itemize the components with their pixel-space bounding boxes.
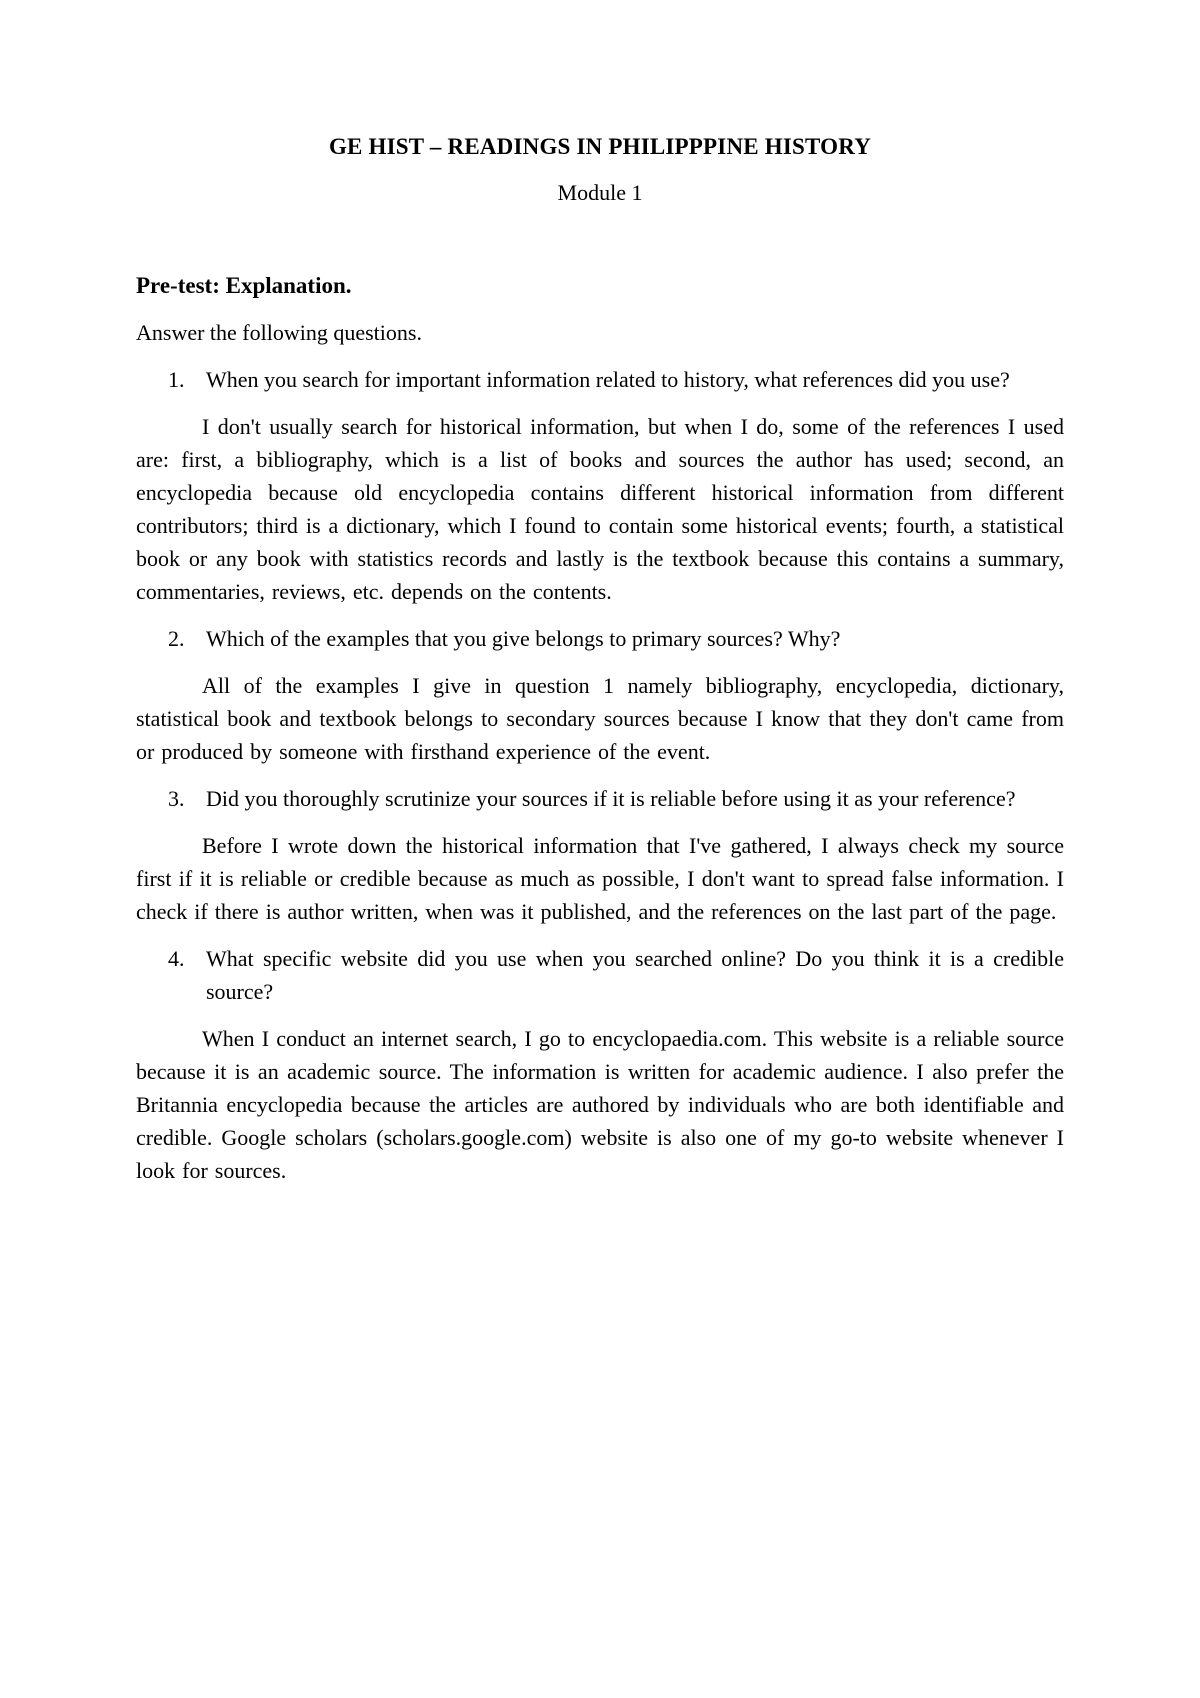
- section-heading: Pre-test: Explanation.: [136, 273, 352, 298]
- qa-item-1: [136, 363, 1064, 608]
- answer-2-paragraph: All of the examples I give in question 1 namely bibliography, encyclopedia, dictionary, statistical book and textbook belongs to secondary sources because I know that they don't came from or produced by someone with firsthand experience of the event.: [136, 673, 1064, 764]
- question-2-number: 2.: [168, 626, 185, 651]
- question-4: [136, 942, 1064, 1008]
- question-4-number: 4.: [168, 946, 185, 971]
- instruction-text: Answer the following questions.: [136, 320, 422, 345]
- answer-4-paragraph: When I conduct an internet search, I go to encyclopaedia.com. This website is a reliable source because it is an academic source. The information is written for academic audience. I also prefer the Britannia encyclopedia because the articles are authored by individuals who are both identifiable and credible. Google scholars (scholars.google.com) website is also one of my go-to website whenever I look for sources.: [136, 1026, 1064, 1183]
- qa-item-4: [136, 942, 1064, 1187]
- qa-item-2: [136, 622, 1064, 768]
- question-1: [136, 363, 1064, 396]
- module-subtitle: Module 1: [557, 180, 643, 205]
- question-3-text: Did you thoroughly scrutinize your sources if it is reliable before using it as your reference?: [206, 786, 1016, 811]
- answer-3-paragraph: Before I wrote down the historical information that I've gathered, I always check my source first if it is reliable or credible because as much as possible, I don't want to spread false information. I check if there is author written, when was it published, and the references on the last part of the page.: [136, 833, 1064, 924]
- question-1-text: When you search for important information related to history, what references did you use?: [206, 367, 1010, 392]
- question-2: [136, 622, 1064, 655]
- question-3: [136, 782, 1064, 815]
- qa-item-3: [136, 782, 1064, 928]
- document-title: GE HIST – READINGS IN PHILIPPPINE HISTORY: [328, 134, 872, 159]
- question-4-text: What specific website did you use when you searched online? Do you think it is a credible source?: [206, 946, 1064, 1004]
- question-3-number: 3.: [168, 786, 185, 811]
- question-1-number: 1.: [168, 367, 185, 392]
- answer-1-paragraph: I don't usually search for historical information, but when I do, some of the references I used are: first, a bibliography, which is a list of books and sources the author has used; second, an encyclopedia because old encyclopedia contains different historical information from different contributors; third is a dictionary, which I found to contain some historical events; fourth, a statistical book or any book with statistics records and lastly is the textbook because this contains a summary, commentaries, reviews, etc. depends on the contents.: [136, 414, 1064, 604]
- question-2-text: Which of the examples that you give belongs to primary sources? Why?: [206, 626, 841, 651]
